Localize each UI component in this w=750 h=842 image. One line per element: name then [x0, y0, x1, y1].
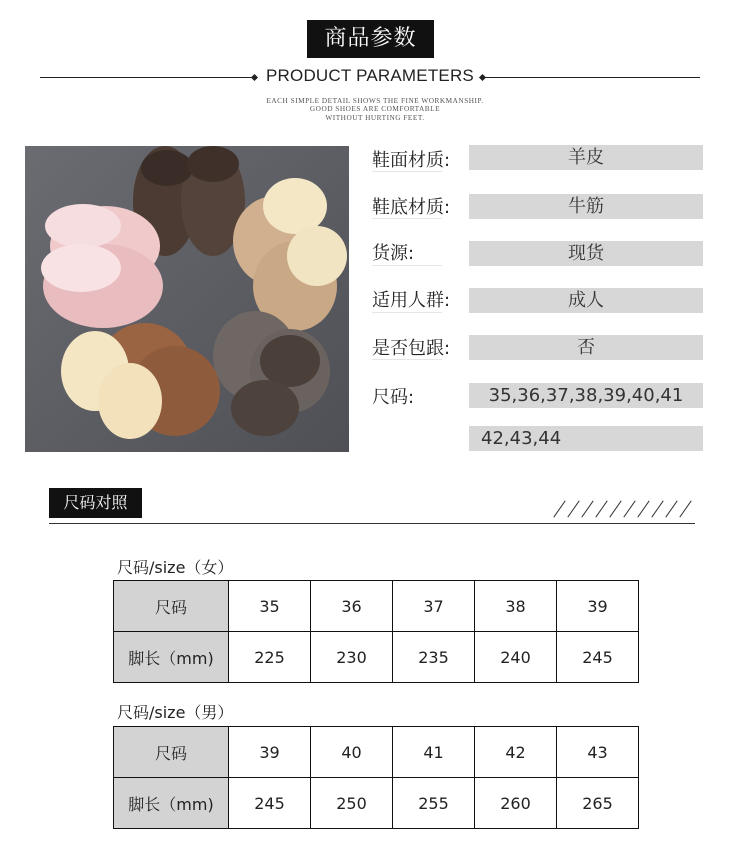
slash-mark: [623, 500, 637, 518]
tagline-line: WITHOUT HURTING FEET.: [325, 112, 425, 122]
size-table-men: [113, 726, 639, 829]
slippers-photo: [25, 146, 349, 452]
table-cell: 245: [229, 778, 311, 829]
table-cell: 260: [475, 778, 557, 829]
table-cell: 39: [229, 727, 311, 778]
param-label-upper: 鞋面材质:: [372, 150, 451, 171]
header-rule-left: [40, 77, 255, 78]
tagline-line: EACH SIMPLE DETAIL SHOWS THE FINE WORKMANSHIP.: [266, 96, 484, 105]
table-row: [114, 727, 639, 778]
param-label-size: 尺码:: [372, 387, 415, 408]
slash-mark: [609, 500, 623, 518]
table-cell: 225: [229, 632, 311, 683]
table-cell: 240: [475, 632, 557, 683]
param-label-audience: 适用人群:: [372, 290, 451, 311]
table-cell: 230: [311, 632, 393, 683]
table-cell: 41: [393, 727, 475, 778]
slash-mark: [581, 500, 595, 518]
table-cell: 255: [393, 778, 475, 829]
slash-mark: [665, 500, 679, 518]
slash-mark: [567, 500, 581, 518]
slash-mark: [679, 500, 693, 518]
table-cell: 250: [311, 778, 393, 829]
decorative-slashes: [553, 500, 693, 518]
table-cell: 245: [557, 632, 639, 683]
table-cell: 235: [393, 632, 475, 683]
tagline: [230, 97, 520, 122]
table-cell: 265: [557, 778, 639, 829]
param-value-heel: 否: [469, 335, 703, 360]
tagline-line: GOOD SHOES ARE COMFORTABLE: [309, 104, 441, 114]
section-title: 尺码对照: [49, 488, 142, 518]
size-table-women: [113, 580, 639, 683]
divider: [372, 265, 442, 266]
table-cell: 42: [475, 727, 557, 778]
header-rule-right: [485, 77, 700, 78]
slash-mark: [651, 500, 665, 518]
slash-mark: [553, 500, 567, 518]
param-label-source: 货源:: [372, 243, 415, 264]
table-cell: 40: [311, 727, 393, 778]
row-header: 尺码: [114, 581, 229, 632]
slash-mark: [637, 500, 651, 518]
param-value-source: 现货: [469, 241, 703, 266]
param-value-size-cont: 42,43,44: [469, 426, 703, 451]
table-caption-women: 尺码/size（女）: [117, 558, 234, 577]
table-cell: 35: [229, 581, 311, 632]
table-row: [114, 632, 639, 683]
divider: [372, 218, 442, 219]
param-value-audience: 成人: [469, 288, 703, 313]
divider: [372, 171, 442, 172]
table-row: [114, 778, 639, 829]
param-value-sole: 牛筋: [469, 194, 703, 219]
param-value-upper: 羊皮: [469, 145, 703, 170]
divider: [372, 312, 442, 313]
row-header: 脚长（mm): [114, 632, 229, 683]
page-title: 商品参数: [307, 20, 434, 58]
divider: [372, 359, 442, 360]
table-cell: 36: [311, 581, 393, 632]
row-header: 尺码: [114, 727, 229, 778]
header-rule-left-dot: [251, 74, 258, 81]
slash-mark: [595, 500, 609, 518]
page-subtitle: PRODUCT PARAMETERS: [266, 66, 474, 85]
param-label-sole: 鞋底材质:: [372, 197, 451, 218]
table-row: [114, 581, 639, 632]
section-rule: [49, 523, 695, 524]
table-cell: 38: [475, 581, 557, 632]
table-cell: 37: [393, 581, 475, 632]
table-caption-men: 尺码/size（男）: [117, 703, 234, 722]
param-label-heel: 是否包跟:: [372, 338, 451, 359]
slippers-illustration: [25, 146, 349, 452]
table-cell: 43: [557, 727, 639, 778]
row-header: 脚长（mm): [114, 778, 229, 829]
table-cell: 39: [557, 581, 639, 632]
param-value-size: 35,36,37,38,39,40,41: [469, 383, 703, 408]
